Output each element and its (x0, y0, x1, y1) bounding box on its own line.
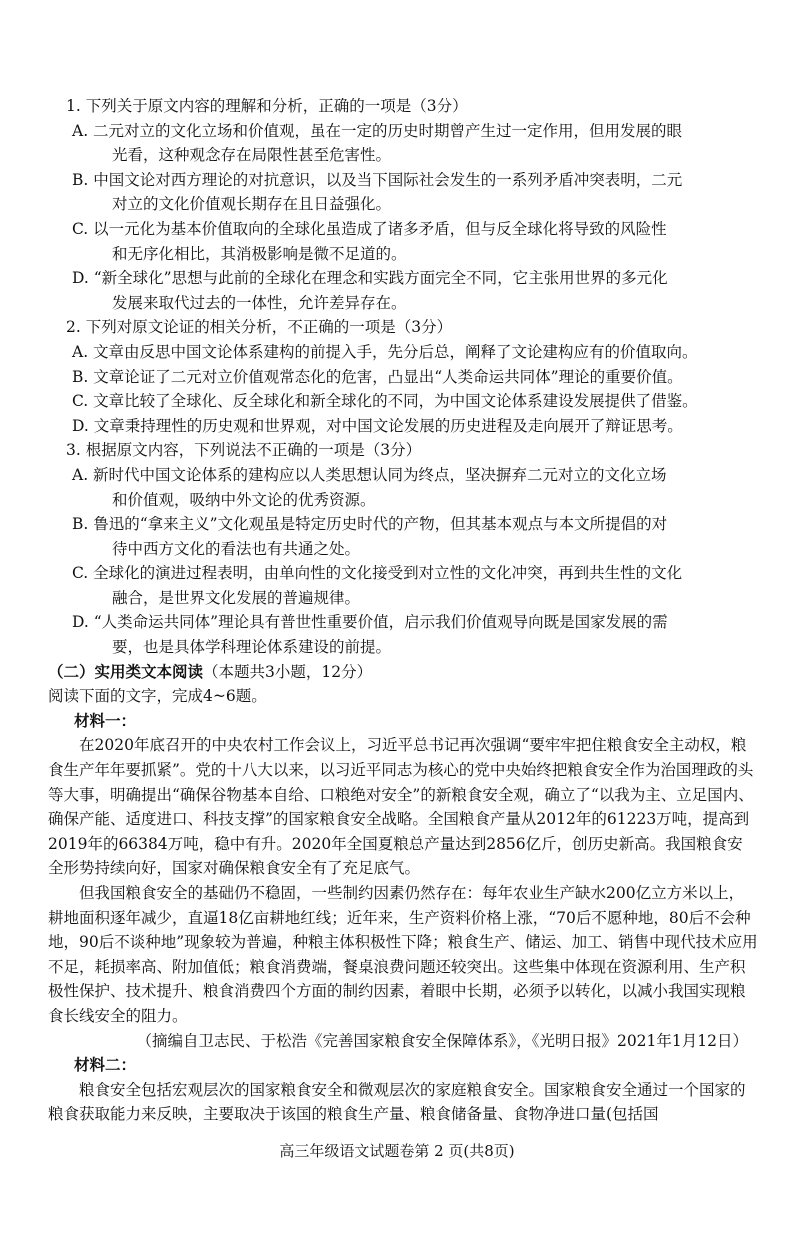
material-2-paragraph-1: 粮食安全包括宏观层次的国家粮食安全和微观层次的家庭粮食安全。国家粮食安全通过一个国家的粮食获取能力来反映，主要取决于该国的粮食生产量、粮食储备量、食物净进口量(包括国 (48, 1080, 746, 1124)
section-2-heading (48, 660, 758, 685)
question-3-option-d (72, 610, 758, 659)
question-1-option-c (72, 217, 758, 266)
option-line: 待中西方文化的看法也有共通之处。 (112, 539, 361, 558)
option-line: B. 鲁迅的“拿来主义”文化观虽是特定历史时代的产物，但其基本观点与本文所提倡的对 (72, 515, 668, 534)
question-3-option-a (72, 463, 758, 512)
option-line: D. “人类命运共同体”理论具有普世性重要价值，启示我们价值观导向既是国家发展的需 (72, 613, 668, 632)
question-2-option-c: C. 文章比较了全球化、反全球化和新全球化的不同，为中国文论体系建设发展提供了借鉴。 (72, 392, 698, 411)
option-line: 和价值观，吸纳中外文论的优秀资源。 (112, 490, 376, 509)
question-3-option-b (72, 512, 758, 561)
option-line: 光看，这种观念存在局限性甚至危害性。 (112, 146, 392, 165)
question-3-stem: 3. 根据原文内容，下列说法不正确的一项是（3分） (66, 441, 422, 460)
option-line: D. “新全球化”思想与此前的全球化在理念和实践方面完全不同，它主张用世界的多元化 (72, 269, 668, 288)
material-1-source: （摘编自卫志民、于松浩《完善国家粮食安全保障体系》，《光明日报》2021年1月12日） (136, 1031, 748, 1050)
question-3-option-c (72, 561, 758, 610)
section-title: （二）实用类文本阅读 (48, 661, 204, 681)
question-2-stem: 2. 下列对原文论证的相关分析，不正确的一项是（3分） (66, 318, 453, 337)
option-line: A. 新时代中国文论体系的建构应以人类思想认同为终点，坚决摒弃二元对立的文化立场 (72, 465, 667, 484)
question-1-option-d (72, 266, 758, 315)
section-instruction: 阅读下面的文字，完成4~6题。 (48, 687, 267, 706)
question-2-option-b: B. 文章论证了二元对立价值观常态化的危害，凸显出“人类命运共同体”理论的重要价值。 (72, 367, 683, 386)
option-line: B. 中国文论对西方理论的对抗意识，以及当下国际社会发生的一系列矛盾冲突表明，二元 (72, 170, 683, 189)
material-1-paragraph-1: 在2020年底召开的中央农村工作会议上，习近平总书记再次强调“要牢牢把住粮食安全主动权，粮食生产年年要抓紧”。党的十八大以来，以习近平同志为核心的党中央始终把粮食安全作为治国理政的头等大事，明确提出“确保谷物基本自给、口粮绝对安全”的新粮食安全观，确立了“以我为主、立足国内、确保产能、适度进口、科技支撑”的国家粮食安全战略。全国粮食产量从2012年的61223万吨，提高到2019年的66384万吨，稳中有升。2020年全国夏粮总产量达到2856亿斤，创历史新高。我国粮食安全形势持续向好，国家对确保粮食安全有了充足底气。 (48, 736, 754, 878)
question-1-stem: 1. 下列关于原文内容的理解和分析，正确的一项是（3分） (66, 97, 468, 115)
option-line: 要，也是具体学科理论体系建设的前提。 (112, 638, 392, 657)
option-line: A. 二元对立的文化立场和价值观，虽在一定的历史时期曾产生过一定作用，但用发展的眼 (72, 121, 683, 140)
question-2-option-d: D. 文章秉持理性的历史观和世界观，对中国文论发展的历史进程及走向展开了辩证思考。 (72, 416, 683, 435)
section-score-note: （本题共3小题，12分） (203, 662, 373, 681)
option-line: C. 全球化的演进过程表明，由单向性的文化接受到对立性的文化冲突，再到共生性的文化 (72, 564, 683, 583)
material-2-label: 材料二： (74, 1055, 137, 1075)
material-1-label: 材料一： (74, 710, 137, 730)
page-content (48, 94, 758, 1127)
material-1-paragraph-2: 但我国粮食安全的基础仍不稳固，一些制约因素仍然存在：每年农业生产缺水200亿立方米以上，耕地面积逐年减少，直逼18亿亩耕地红线；近年来，生产资料价格上涨，“70后不愿种地，80后不会种地，90后不谈种地”现象较为普遍，种粮主体积极性下降；粮食生产、储运、加工、销售中现代技术应用不足，耗损率高、附加值低；粮食消费端，餐桌浪费问题还较突出。这些集中体现在资源利用、生产积极性保护、技术提升、粮食消费四个方面的制约因素，着眼中长期，必须予以转化，以减小我国实现粮食长线安全的阻力。 (48, 884, 758, 1025)
page-footer: 高三年级语文试题卷第 2 页(共8页) (279, 1142, 515, 1160)
question-1-option-b (72, 168, 758, 217)
question-2-option-a: A. 文章由反思中国文论体系建构的前提入手，先分后总，阐释了文论建构应有的价值取向。 (72, 342, 698, 361)
option-line: 对立的文化价值观长期存在且日益强化。 (112, 195, 392, 214)
option-line: C. 以一元化为基本价值取向的全球化虽造成了诸多矛盾，但与反全球化将导致的风险性 (72, 219, 667, 238)
option-line: 融合，是世界文化发展的普遍规律。 (112, 588, 361, 607)
option-line: 和无序化相比，其消极影响是微不足道的。 (112, 244, 407, 263)
option-line: 发展来取代过去的一体性，允许差异存在。 (112, 293, 407, 312)
question-1-option-a (72, 119, 758, 168)
